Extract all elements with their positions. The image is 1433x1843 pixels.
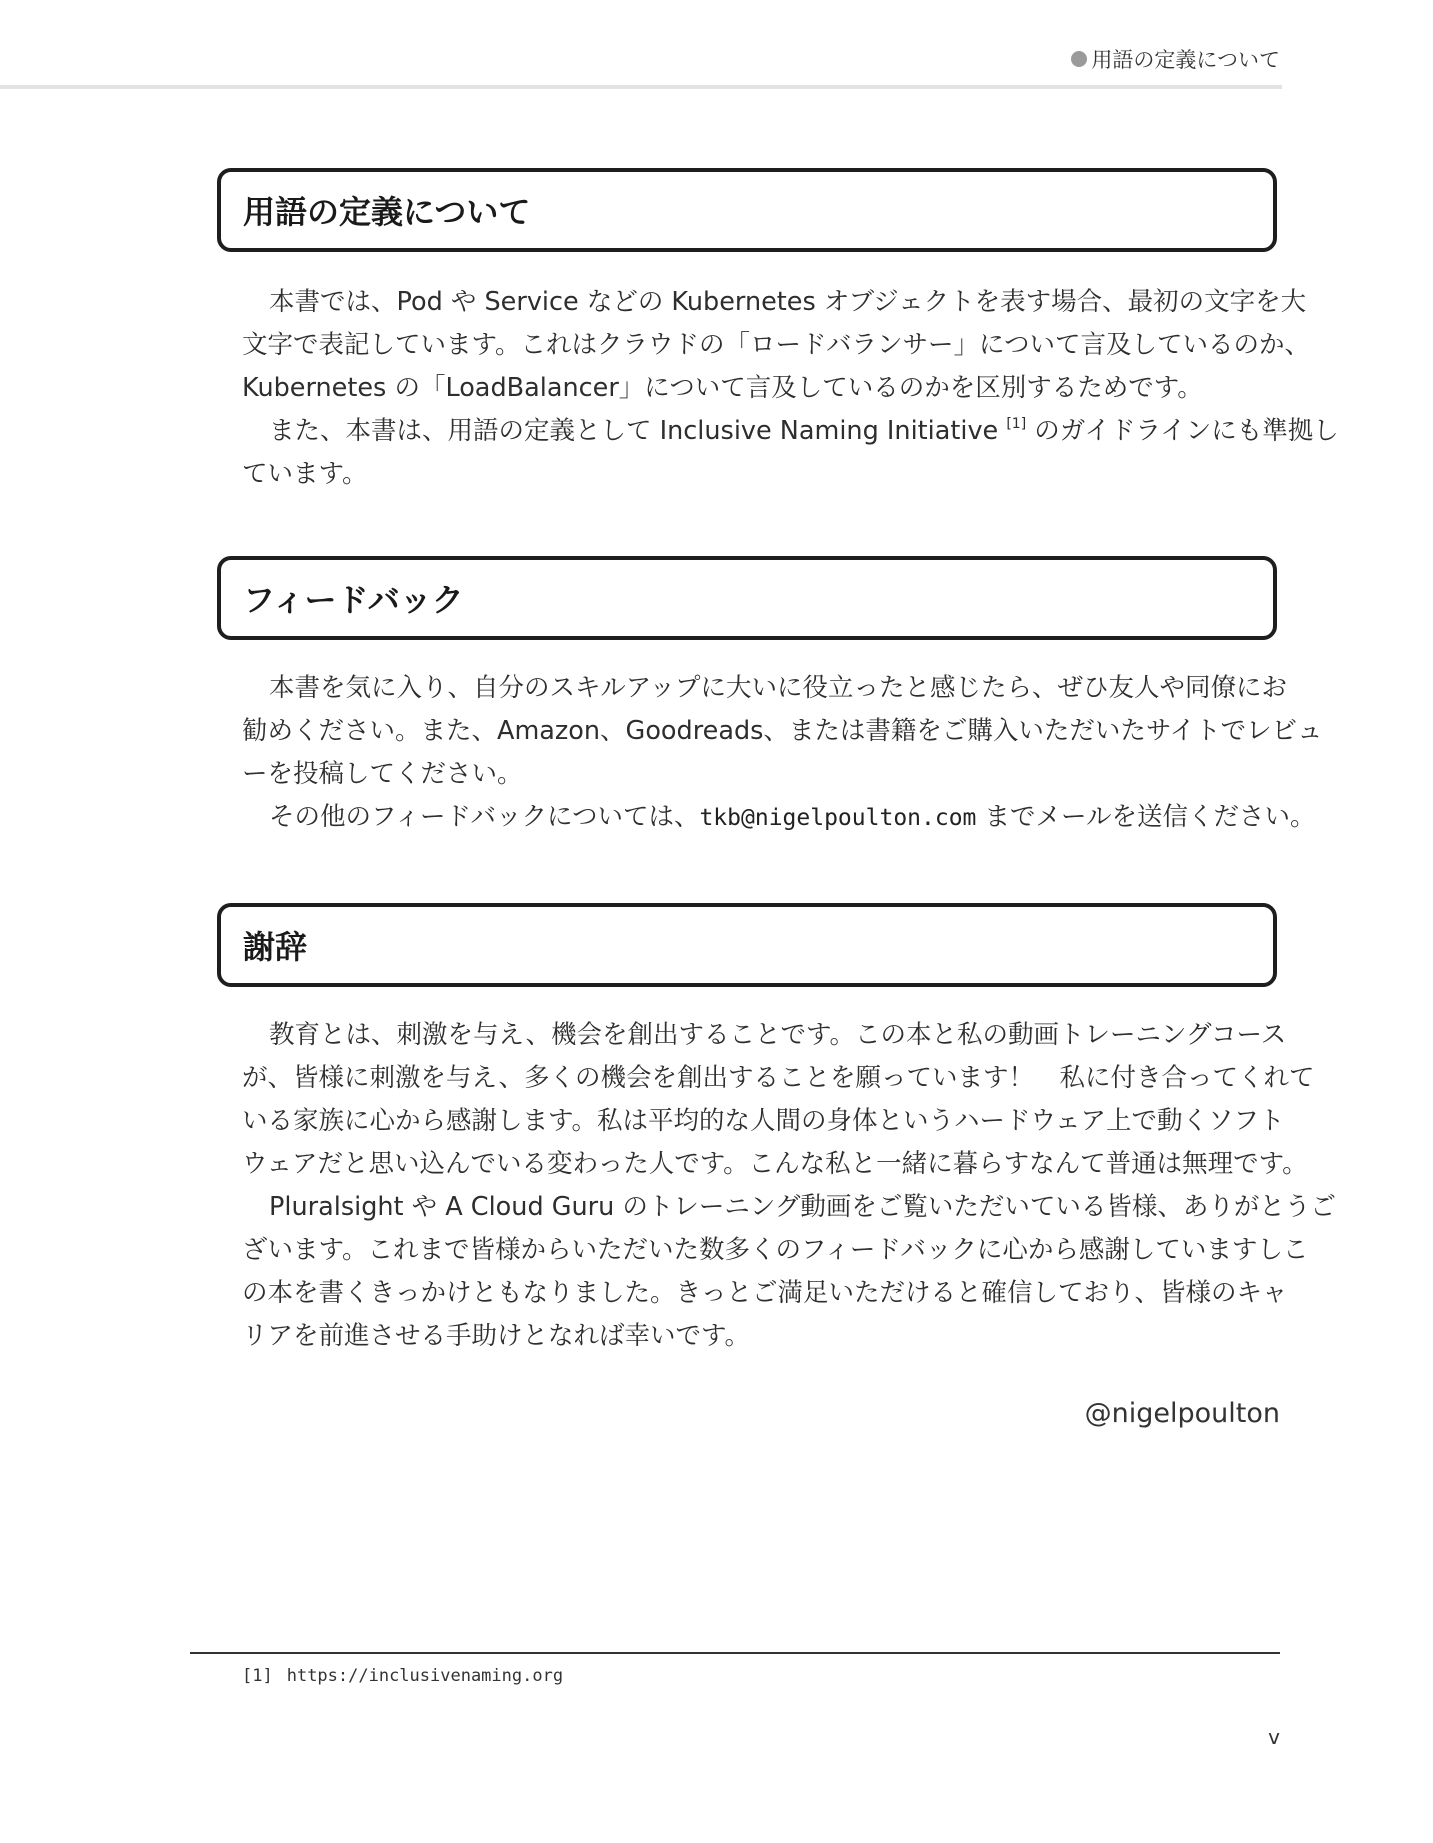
text-fragment: のガイドラインにも準拠し (1026, 416, 1339, 446)
running-head (1071, 44, 1280, 74)
footnote-divider (190, 1652, 1280, 1654)
text-line (242, 796, 1332, 840)
text-line: リアを前進させる手助けとなれば幸いです。 (242, 1321, 750, 1351)
text-line: Pluralsight や A Cloud Guru のトレーニング動画をご覧いただいている皆様、ありがとうご (269, 1192, 1336, 1222)
email-address[interactable]: tkb@nigelpoulton.com (699, 805, 977, 831)
footnote (242, 1666, 563, 1686)
section-heading-feedback (217, 556, 1277, 640)
text-line: 教育とは、刺激を与え、機会を創出することです。この本と私の動画トレーニングコース (269, 1020, 1287, 1050)
text-line: 本書を気に入り、自分のスキルアップに大いに役立ったと感じたら、ぜひ友人や同僚にお (269, 673, 1287, 703)
terms-paragraph (242, 281, 1339, 496)
feedback-paragraph (242, 667, 1332, 840)
text-line: ています。 (242, 459, 368, 489)
text-line: ざいます。これまで皆様からいただいた数多くのフィードバックに心から感謝していますしこ (242, 1235, 1309, 1265)
text-line: いる家族に心から感謝します。私は平均的な人間の身体というハードウェア上で動くソフト (242, 1106, 1285, 1136)
text-fragment: その他のフィードバックについては、 (269, 802, 700, 832)
section-title: 謝辞 (243, 928, 308, 966)
page-number: v (1268, 1725, 1280, 1749)
text-line: が、皆様に刺激を与え、多くの機会を創出することを願っています！ 私に付き合ってくれて (242, 1063, 1315, 1093)
text-line: ーを投稿してください。 (242, 759, 523, 789)
bullet-dot-icon (1071, 51, 1087, 67)
footnote-number: [1] (242, 1666, 273, 1686)
text-line: の本を書くきっかけともなりました。きっとご満足いただけると確信しており、皆様のキャ (242, 1278, 1288, 1308)
footnote-link[interactable]: https://inclusivenaming.org (286, 1666, 564, 1686)
signature: @nigelpoulton (1084, 1398, 1280, 1429)
text-line: 本書では、Pod や Service などの Kubernetes オブジェクトを表す場合、最初の文字を大 (269, 287, 1307, 317)
header-divider (0, 85, 1282, 89)
running-head-title: 用語の定義について (1091, 48, 1280, 72)
text-line: 文字で表記しています。これはクラウドの「ロードバランサー」について言及しているのか、 (242, 330, 1310, 360)
footnote-ref[interactable]: [1] (1006, 416, 1027, 432)
text-fragment: また、本書は、用語の定義として Inclusive Naming Initiative (269, 416, 1007, 446)
text-line: Kubernetes の「LoadBalancer」について言及しているのかを区別するためです。 (242, 373, 1203, 403)
text-fragment: までメールを送信ください。 (976, 802, 1316, 832)
text-line: 勧めください。また、Amazon、Goodreads、または書籍をご購入いただいたサイトでレビュ (242, 716, 1323, 746)
section-heading-terms (217, 168, 1277, 252)
section-heading-thanks (217, 903, 1277, 987)
text-line (242, 410, 1339, 453)
section-title: フィードバック (243, 581, 464, 619)
thanks-paragraph (242, 1014, 1336, 1358)
text-line: ウェアだと思い込んでいる変わった人です。こんな私と一緒に暮らすなんて普通は無理です。 (242, 1149, 1308, 1179)
section-title: 用語の定義について (243, 193, 531, 231)
